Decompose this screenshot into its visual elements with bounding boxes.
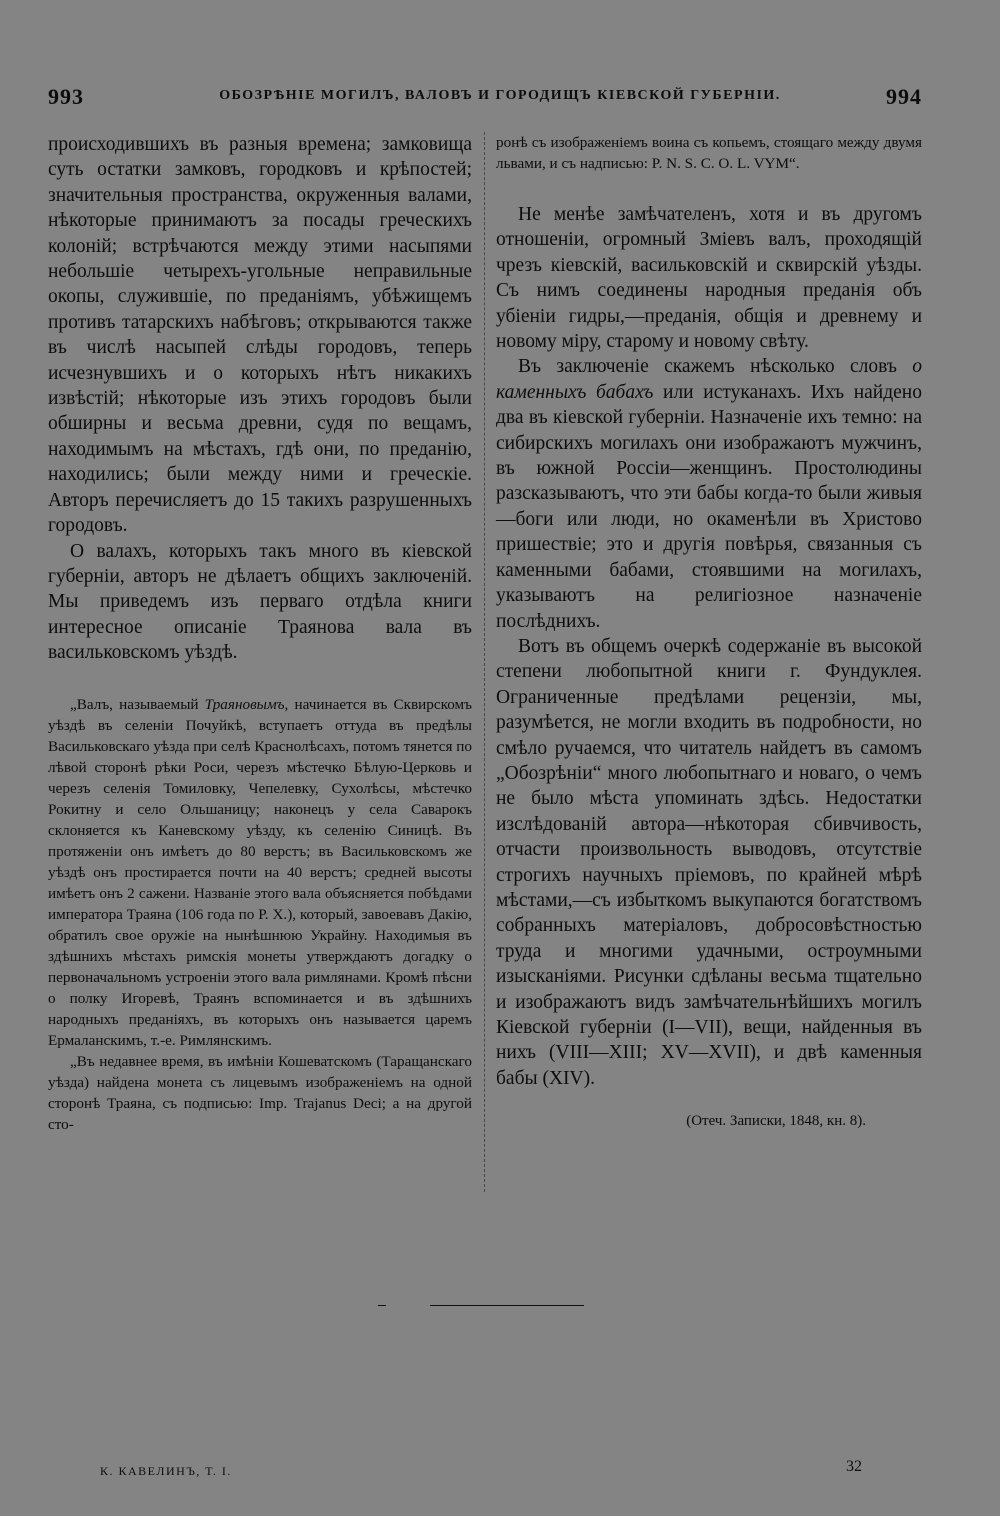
quote-text: „Валъ, называемый [70,695,205,713]
separator-rule [430,1305,584,1306]
paragraph-serpent-rampart: Не менѣе замѣчателенъ, хотя и въ другомъ отношеніи, огромный Зміевъ валъ, проходящій чрезъ кіевскій, васильковскій и сквирскій уѣзды. Съ нимъ соединены народныя преданія объ убіеніи гидры,—преданія, общія и древнему и новому міру, старому и новому свѣту. [496,204,922,353]
page-number-right: 994 [886,84,922,109]
footer-sheet-number: 32 [846,1458,862,1475]
quote-text: , начинается въ Сквирскомъ уѣздѣ въ селеніи Почуйкѣ, вступаетъ оттуда въ предѣлы Васильковскаго уѣзда при селѣ Краснолѣсахъ, потомъ тянется по лѣвой сторонѣ рѣки Роси, черезъ мѣстечко Бѣлую-Церковь и черезъ селенія Томиловку, Чепелевку, Сухолѣсы, мѣстечко Рокитну и село Ольшаницу; наконецъ у села Саварокъ склоняется къ Каневскому уѣзду, къ селенію Синицѣ. Въ протяженіи онъ имѣетъ до 80 верстъ; въ Васильковскомъ же уѣздѣ онъ простирается почти на 40 верстъ; средней высоты имѣетъ онъ 2 сажени. Названіе этого вала объясняется побѣдами императора Траяна (106 года по Р. Х.), который, завоевавъ Дакію, обратилъ свое оружіе на нынѣшнюю Украйну. Находимыя въ здѣшнихъ мѣстахъ римскія монеты утверждаютъ догадку о первоначальномъ устроеніи этого вала римлянами. Кромѣ пѣсни о полку Игоревѣ, Траянъ вспоминается и въ здѣшнихъ народныхъ преданіяхъ, въ которыхъ онъ называется царемъ Ермаланскимъ, т.-е. Римлянскимъ. [48,695,472,1049]
column-divider [484,132,485,1192]
paragraph-fortifications: происходившихъ въ разныя времена; замковища суть остатки замковъ, городковъ и крѣпостей; значительныя пространства, окруженныя валами, нѣкоторые принимаютъ за посады греческихъ колоній; встрѣчаются между этими насыпями небольшіе четырехъ-угольные неправильные окопы, служившіе, по преданіямъ, убѣжищемъ противъ татарскихъ набѣговъ; открываются также въ числѣ насыпей слѣды городовъ, теперь исчезнувшихъ и о которыхъ нѣтъ никакихъ извѣстій; нѣкоторые изъ этихъ городовъ были обширны и весьма древни, судя по вещамъ, находимымъ на мѣстахъ, гдѣ они, по преданію, находились; были между ними и греческіе. Авторъ перечисляетъ до 15 такихъ разрушенныхъ городовъ. [48,134,472,537]
paragraph-ramparts: О валахъ, которыхъ такъ много въ кіевской губерніи, авторъ не дѣлаетъ общихъ заключеній. Мы приведемъ изъ перваго отдѣла книги интересное описаніе Траянова вала въ васильковскомъ уѣздѣ. [48,540,472,664]
quote-coin: „Въ недавнее время, въ имѣніи Кошеватскомъ (Таращанскаго уѣзда) найдена монета съ лицевымъ изображеніемъ на одной сторонѣ Траяна, съ подписью: Imp. Trajanus Deci; а на другой сто- [48,1052,472,1133]
paragraph-text: Въ заключеніе скажемъ нѣсколько словъ [518,356,913,378]
paragraph-stone-babas [496,354,922,633]
quote-coin-continued: ронѣ съ изображеніемъ воина съ копьемъ, стоящаго между двумя львами, и съ надписью: P. N. S. C. O. L. VYM“. [496,134,922,172]
quote-italic-term: Траяновымъ [204,695,285,713]
paragraph-text: или истуканахъ. Ихъ найдено два въ кіевской губерніи. Назначеніе ихъ темно: на сибирскихъ могилахъ они изображаютъ мужчинъ, въ южной Россіи—женщинъ. Простолюдины разсказываютъ, что эти бабы когда-то были живыя—боги или люди, но окаменѣли въ Христово пришествіе; это и другія повѣрья, связанныя съ каменными бабами, стоявшими на могилахъ, указываютъ на религіозное назначеніе послѣднихъ. [496,381,922,632]
left-column [48,132,472,1135]
paragraph-italic-term: о каменныхъ бабахъ [496,356,922,403]
page-number-left: 993 [48,84,84,109]
paragraph-conclusion: Вотъ въ общемъ очеркѣ содержаніе въ высокой степени любопытной книги г. Фундуклея. Ограниченные предѣлами рецензіи, мы, разумѣется, не могли входить въ подробности, но смѣло ручаемся, что читатель найдетъ въ самомъ „Обозрѣніи“ много любопытнаго и новаго, о чемъ не было мѣста упоминать здѣсь. Недостатки изслѣдованій автора—нѣкоторая сбивчивость, отчасти произвольность выводовъ, отсутствіе строгихъ научныхъ пріемовъ, по крайней мѣрѣ мѣстами,—съ избыткомъ выкупаются богатствомъ собранныхъ матеріаловъ, добросовѣстностью труда и многими удачными, остроумными изысканіями. Рисунки сдѣланы весьма тщательно и изображаютъ видъ замѣчательнѣйшихъ могилъ Кіевской губерніи (I—VII), вещи, найденныя въ нихъ (VIII—XIII; XV—XVII), и двѣ каменныя бабы (XIV). [496,635,922,1089]
footer-signature: К. КАВЕЛИНЪ, Т. I. [100,1464,232,1478]
running-title: ОБОЗРѢНІЕ МОГИЛЪ, ВАЛОВЪ И ГОРОДИЩЪ КІЕВСКОЙ ГУБЕРНІИ. [219,88,781,103]
right-column [496,132,922,1130]
quote-trajan-rampart [48,694,472,1051]
source-citation: (Отеч. Записки, 1848, кн. 8). [686,1113,866,1130]
separator-dash [378,1305,386,1306]
